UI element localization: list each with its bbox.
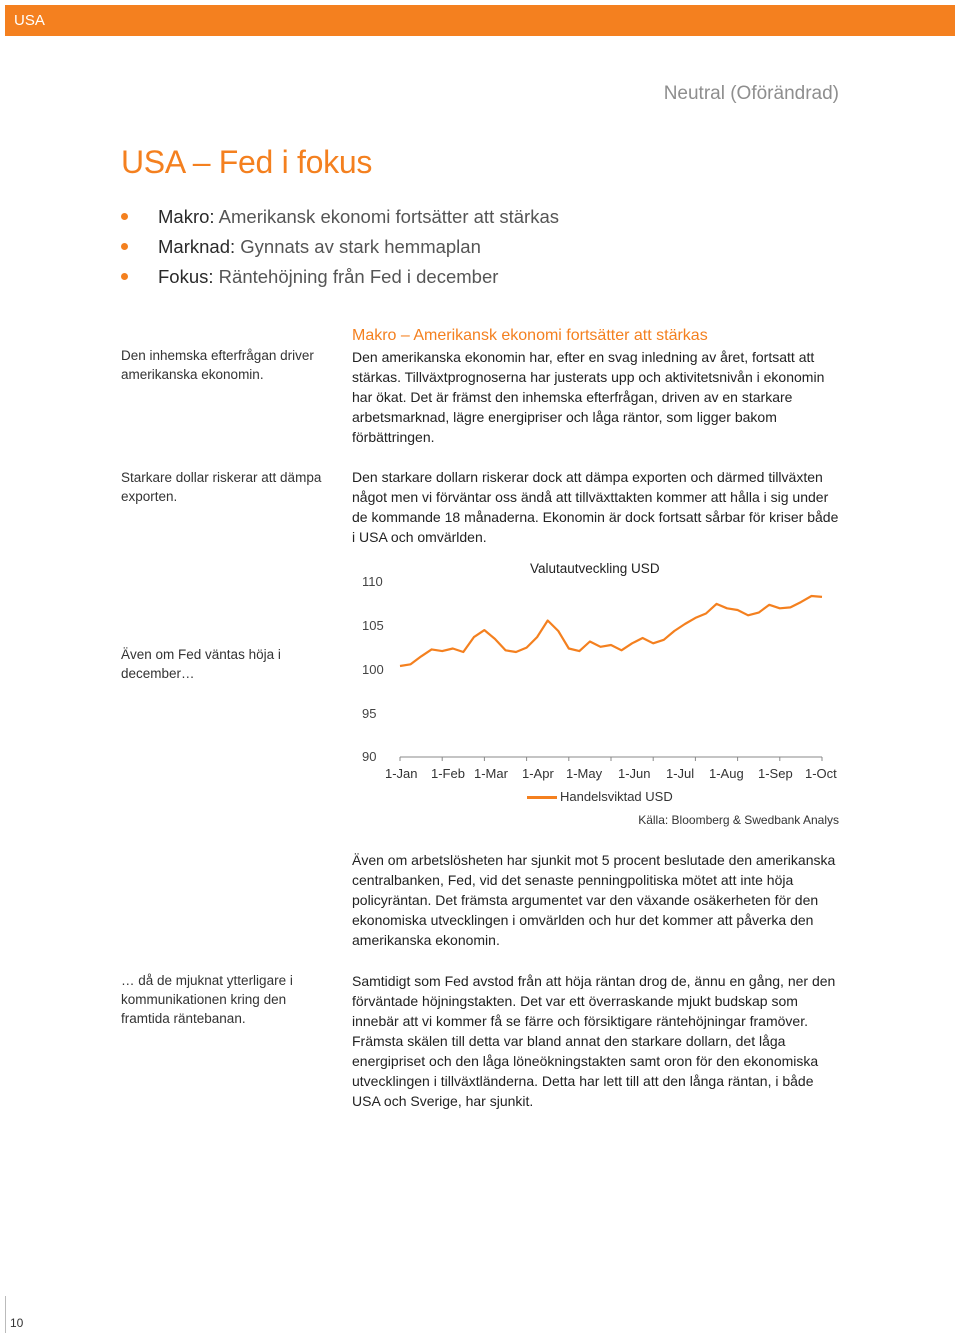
rating-label: Neutral (Oförändrad) (663, 83, 839, 104)
paragraph: Den starkare dollarn riskerar dock att dämpa exporten och därmed tillväxten något men vi förväntar oss ändå att tillväxttakten kommer att hålla i sig under de kommande 18 månaderna. Ekonomin är dock fortsatt sårbar för kriser både i USA och omvärlden. (352, 469, 839, 545)
x-tick-label: 1-Oct (805, 766, 837, 781)
page-rule (5, 1296, 6, 1333)
x-tick-label: 1-Aug (709, 766, 744, 781)
bullet-label: Makro: (158, 206, 215, 227)
bullet-label: Marknad: (158, 236, 236, 257)
page-title: USA – Fed i fokus (121, 144, 373, 180)
bullet-label: Fokus: (158, 266, 214, 287)
y-tick-label: 90 (362, 749, 377, 764)
x-tick-label: 1-Feb (431, 766, 465, 781)
x-tick-label: 1-May (566, 766, 603, 781)
x-tick-label: 1-Jan (385, 766, 418, 781)
page-number-label: 10 (10, 1316, 24, 1330)
y-tick-label: 95 (362, 706, 377, 721)
bullet-text: Gynnats av stark hemmaplan (235, 236, 481, 257)
sidenote: Starkare dollar riskerar att dämpa exporten. (121, 470, 322, 504)
paragraph: Samtidigt som Fed avstod från att höja räntan drog de, ännu en gång, ner den förväntade höjningstakten. Det var ett överraskande mjukt budskap som innebär att vi kommer få se färre och försiktigare räntehöjningar framöver. Främsta skälen till detta var bland annat den starkare dollarn, det låga energipriset och den låga löneökningstakten samt oron för den ekonomiska utvecklingen i tillväxtländerna. Detta har lett till att den långa räntan, i både USA och Sverige, har sjunkit. (352, 973, 836, 1109)
chart-legend (527, 789, 673, 804)
legend-label: Handelsviktad USD (560, 789, 673, 804)
sidenote: … då de mjuknat ytterligare i kommunikationen kring den framtida räntebanan. (121, 973, 293, 1026)
x-tick-label: 1-Sep (758, 766, 793, 781)
y-tick-label: 110 (362, 574, 383, 589)
legend-swatch (527, 796, 557, 799)
paragraph: Den amerikanska ekonomin har, efter en svag inledning av året, fortsatt att stärkas. Tillväxtprognoserna har justerats upp och aktivitetsnivån i ekonomin har ökat. Det är främst den inhemska efterfrågan, driven av en starkare arbetsmarknad, lägre energipriser och låga räntor, som ligger bakom förbättringen. (352, 349, 825, 445)
source-note: Källa: Bloomberg & Swedbank Analys (638, 813, 839, 827)
page-number (0, 1296, 24, 1333)
series-line (400, 596, 822, 666)
x-tick-label: 1-Jun (618, 766, 651, 781)
x-tick-label: 1-Mar (474, 766, 508, 781)
y-tick-label: 105 (362, 618, 384, 633)
bullet-text: Räntehöjning från Fed i december (213, 266, 499, 287)
section-heading: Makro – Amerikansk ekonomi fortsätter att stärkas (352, 327, 708, 344)
article-block-4 (352, 971, 842, 1111)
paragraph: Även om arbetslösheten har sjunkit mot 5 procent beslutade den amerikanska centralbanken, Fed, vid det senaste penningpolitiska mötet att inte höja policyräntan. Det främsta argumentet var den växande osäkerheten för den ekonomiska utvecklingen i omvärlden och hur det kommer att påverka den amerikanska ekonomin. (352, 852, 836, 948)
y-tick-label: 100 (362, 662, 384, 677)
section-label: USA (14, 12, 45, 29)
sidenote: Den inhemska efterfrågan driver amerikanska ekonomin. (121, 348, 314, 382)
sidenote: Även om Fed väntas höja i december… (121, 647, 281, 681)
x-tick-label: 1-Jul (666, 766, 695, 781)
bullet-text: Amerikansk ekonomi fortsätter att stärkas (214, 206, 559, 227)
x-tick-label: 1-Apr (522, 766, 554, 781)
article-block-3 (352, 850, 842, 950)
chart-title: Valutautveckling USD (530, 561, 660, 576)
